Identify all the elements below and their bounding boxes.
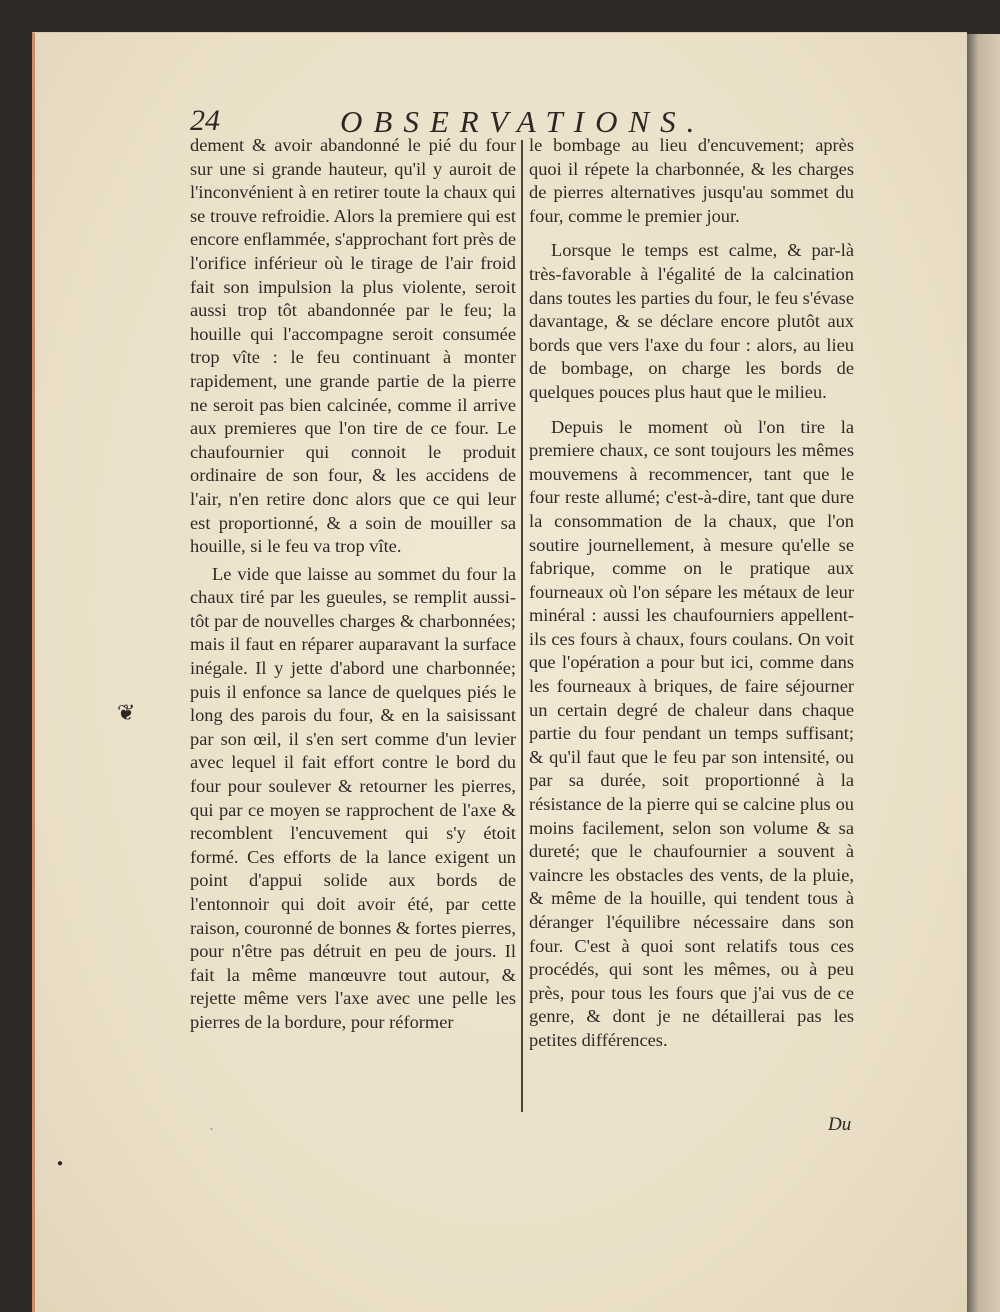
- ink-blot-mark: ❦: [117, 700, 136, 725]
- catchword: Du: [828, 1114, 852, 1135]
- adjacent-page-edge: [967, 34, 1000, 1312]
- ink-dot-mark: ●: [57, 1158, 64, 1169]
- right-paragraph-1: le bombage au lieu d'encuvement; après quoi il répete la charbonnée, & les charges de pierres alternatives jusqu'au sommet du four, comme le premier jour.: [529, 135, 854, 226]
- left-paragraph-2: Le vide que laisse au sommet du four la chaux tiré par les gueules, se remplit aussi-tôt par de nouvelles charges & charbonnées; mais il faut en réparer auparavant la surface inégale. Il y jette d'abord une charbonnée; puis il enfonce sa lance de quelques piés le long des parois du four, & en la saisissant par son œil, il s'en sert comme d'un levier avec lequel il fait effort contre le bord du four pour soulever & retourner les pierres, qui par ce moyen se rapprochent de l'axe & recomblent l'encuvement qui s'y étoit formé. Ces efforts de la lance exigent un point d'appui solide aux bords de l'entonnoir qui doit avoir été, par cette raison, couronné de bonnes & fortes pierres, pour n'être pas détruit en peu de jours. Il fait la même manœuvre tout autour, & rejette même vers l'axe avec une pelle les pierres de la bordure, pour réformer: [190, 563, 516, 1032]
- page-number: 24: [190, 104, 220, 137]
- left-paragraph-1: dement & avoir abandonné le pié du four sur une si grande hauteur, qu'il y auroit de l'inconvénient à en retirer toute la chaux qui se trouve refroidie. Alors la premiere qui est encore enflammée, s'approchant fort près de l'orifice inférieur où le tirage de l'air froid fait son impulsion la plus violente, seroit aussi trop tôt abandonnée par le feu; la houille qui l'accompagne seroit consumée trop vîte : le feu continuant à monter rapidement, une grande partie de la pierre ne seroit pas bien calcinée, comme il arrive aux premieres que l'on tire de ce four. Le chaufournier qui connoit le produit ordinaire de son four, & les accidens de l'air, n'en retire donc alors que ce qui leur est proportionné, & a soin de mouiller sa houille, si le feu va trop vîte.: [190, 135, 516, 557]
- left-text-column: [190, 134, 516, 1035]
- right-text-column: [529, 134, 854, 1053]
- ink-speck-mark: ˋ: [210, 1128, 214, 1139]
- column-divider: [521, 140, 523, 1112]
- right-paragraph-3: Depuis le moment où l'on tire la premiere chaux, ce sont toujours les mêmes mouvemens à recommencer, tant que le four reste allumé; c'est-à-dire, tant que dure la consommation de la chaux, que l'on soutire journellement, à mesure qu'elle se fabrique, comme on le pratique aux fourneaux où l'on sépare les métaux de leur minéral : aussi les chaufourniers appellent-ils ces fours à chaux, fours coulans. On voit que l'opération a pour but ici, comme dans les fourneaux à briques, de faire séjourner un certain degré de chaleur dans chaque partie du four pendant un temps suffisant; & qu'il faut que le feu par son intensité, ou par sa durée, soit proportionné à la résistance de la pierre qui se calcine plus ou moins facilement, selon son volume & sa dureté; que le chaufournier a souvent à vaincre les obstacles des vents, de la pluie, & même de la houille, qui tendent tous à déranger l'équilibre nécessaire dans son four. C'est à quoi sont relatifs tous ces procédés, qui sont les mêmes, ou à peu près, pour tous les fours que j'ai vus de ce genre, & dont je ne détaillerai pas les petites différences.: [529, 416, 854, 1050]
- running-title: OBSERVATIONS.: [340, 104, 706, 139]
- right-paragraph-2: Lorsque le temps est calme, & par-là très-favorable à l'égalité de la calcination dans toutes les parties du four, le feu s'évase davantage, & se déclare encore plutôt aux bords que vers l'axe du four : alors, au lieu de bombage, on charge les bords de quelques pouces plus haut que le milieu.: [529, 240, 854, 402]
